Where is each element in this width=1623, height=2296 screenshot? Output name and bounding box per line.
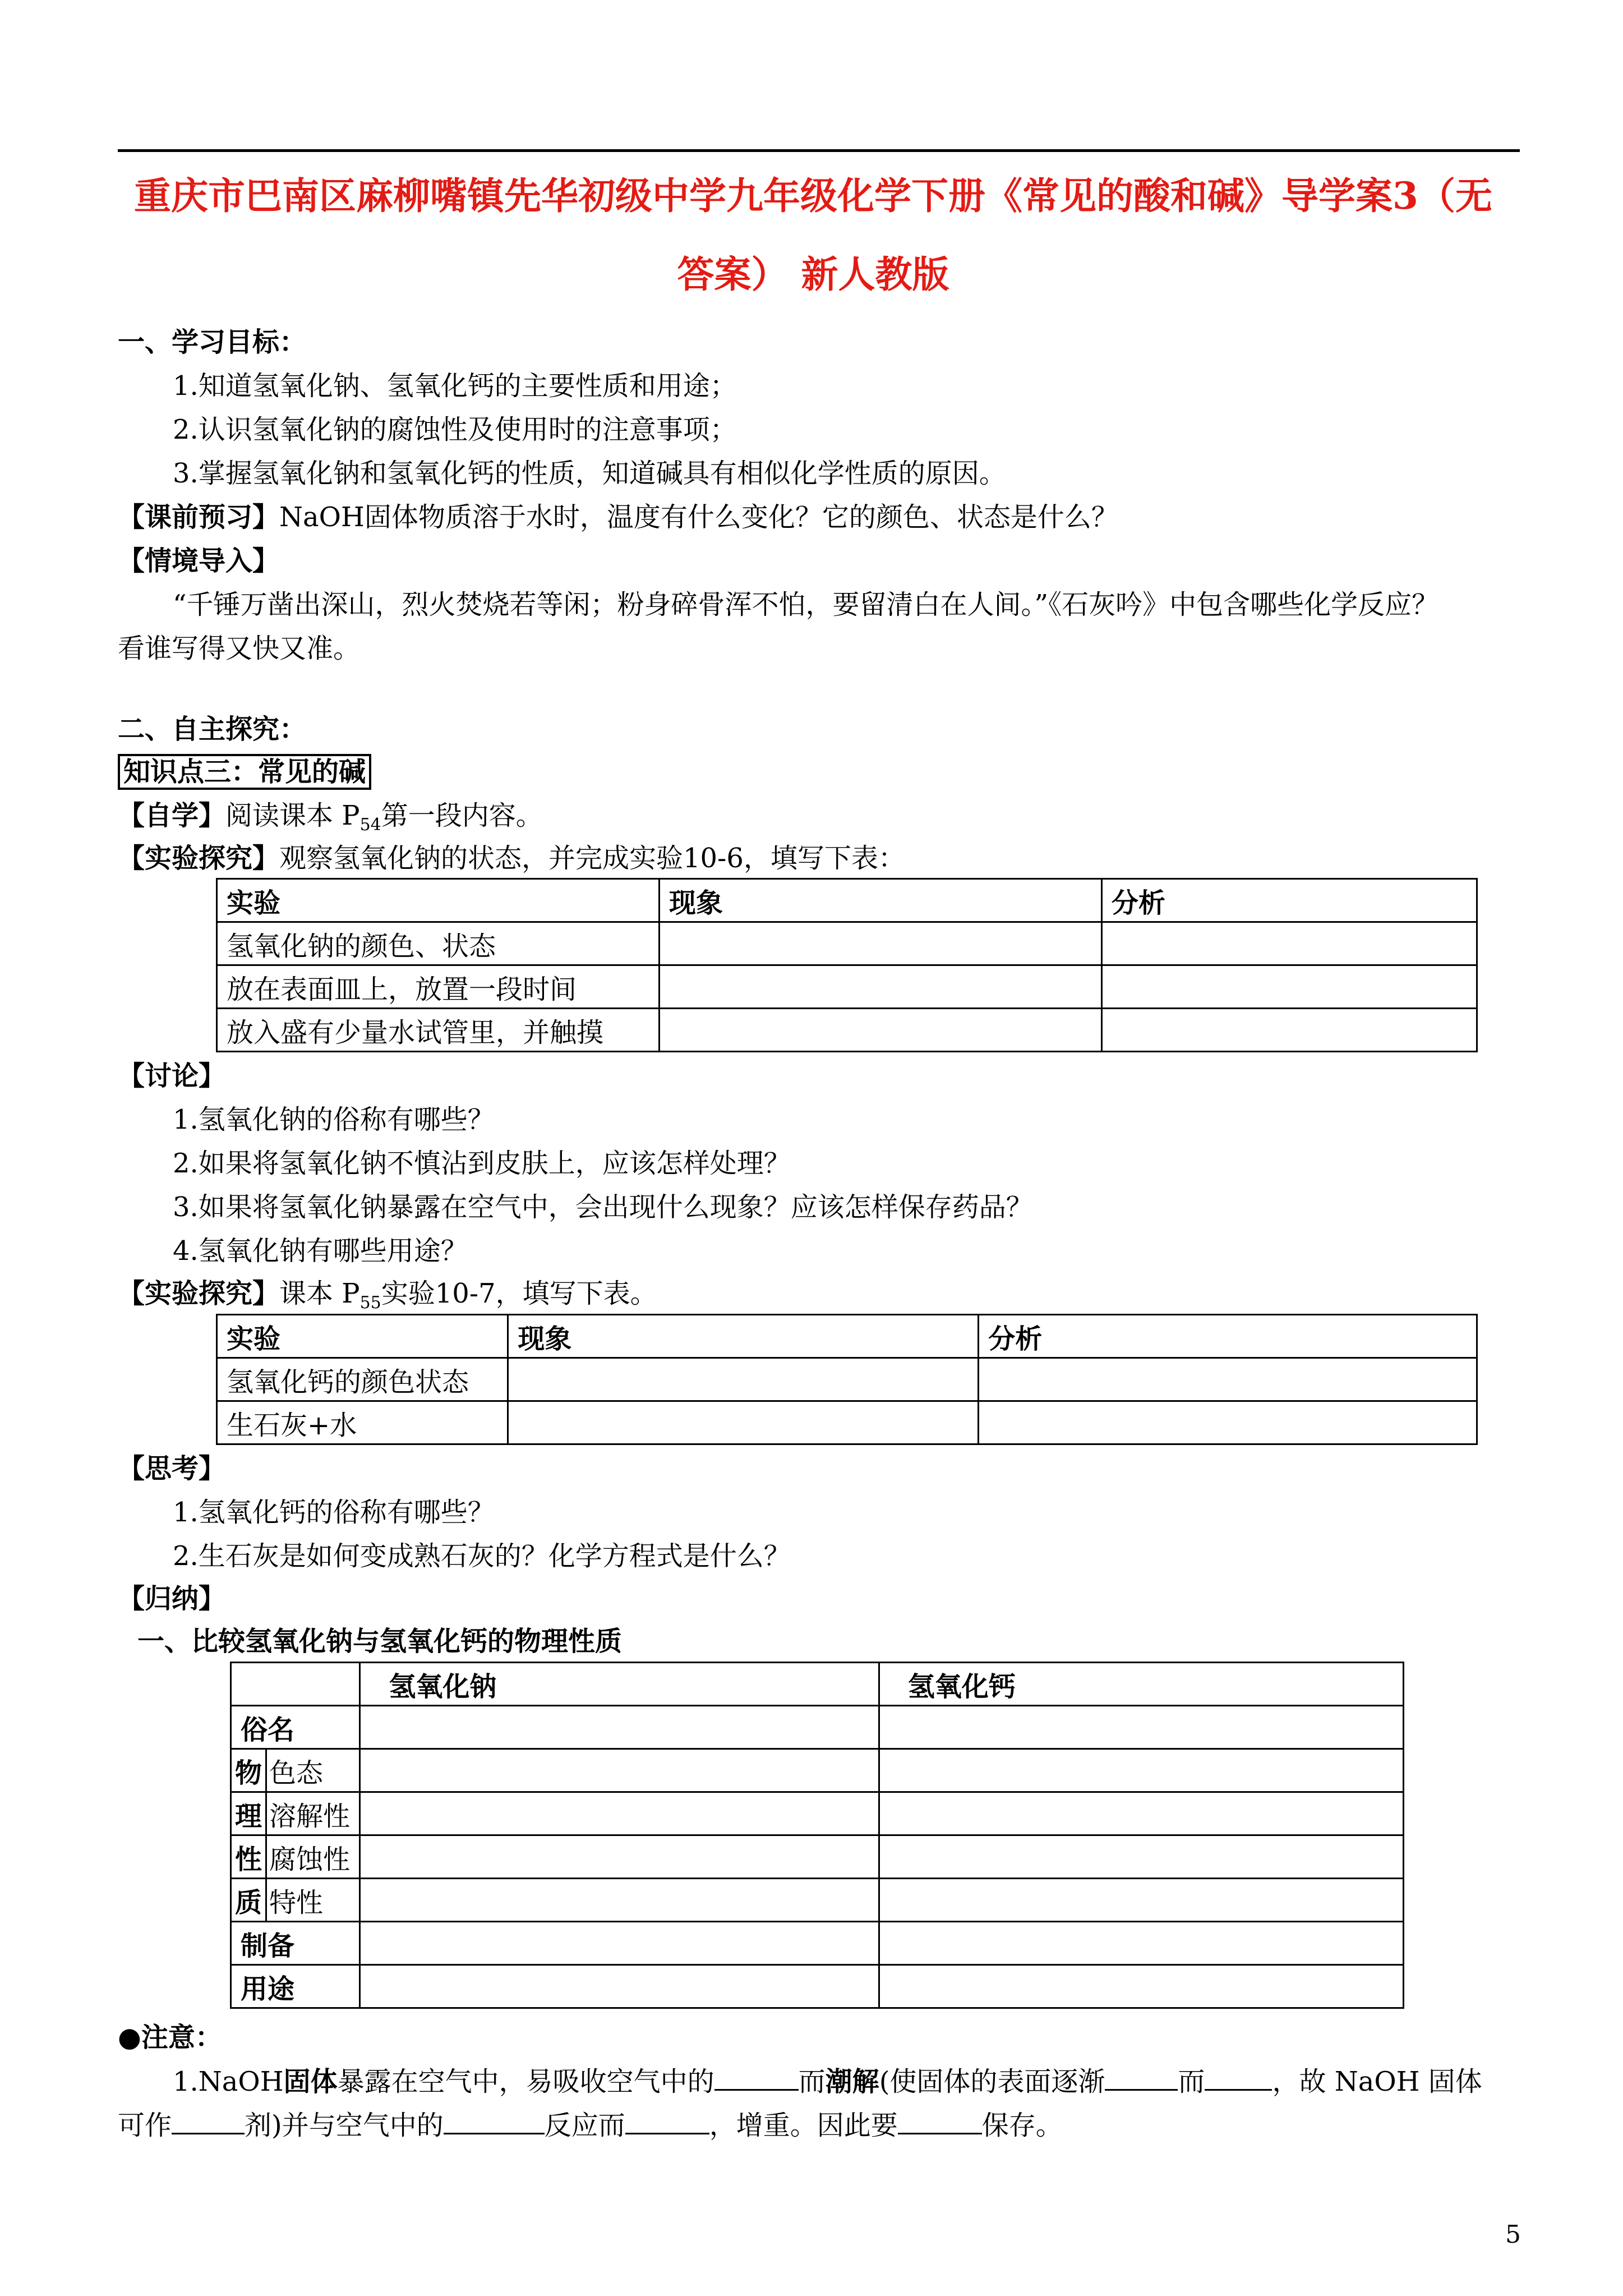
self-study-text-end: 第一段内容。	[381, 800, 543, 831]
blank-cell[interactable]	[508, 1358, 979, 1401]
intro-poem: “千锤万凿出深山，烈火焚烧若等闲；粉身碎骨浑不怕，要留清白在人间。”《石灰吟》中包含哪些化学反应？	[173, 589, 1439, 620]
table-row	[217, 922, 1477, 965]
fill-blank[interactable]	[1205, 2064, 1272, 2091]
page-title-line-2: 答案） 新人教版	[677, 252, 949, 296]
blank-cell[interactable]	[1101, 965, 1477, 1009]
blank-cell[interactable]	[879, 1749, 1403, 1792]
experiment-1-text: 观察氢氧化钠的状态，并完成实验10-6，填写下表：	[279, 843, 905, 874]
preview-label: 【课前预习】	[118, 501, 280, 533]
blank-cell[interactable]	[360, 1749, 879, 1792]
summary-label: 【归纳】	[118, 1583, 226, 1614]
note-text: 而	[798, 2066, 826, 2097]
think-label: 【思考】	[118, 1453, 226, 1484]
experiment-1-label: 【实验探究】	[118, 843, 280, 874]
table-row	[231, 1792, 1404, 1835]
blank-cell[interactable]	[979, 1401, 1477, 1444]
fill-blank[interactable]	[172, 2108, 245, 2134]
blank-cell[interactable]	[879, 1792, 1403, 1835]
note-label: ●注意：	[118, 2022, 222, 2053]
table-row	[231, 1749, 1404, 1792]
blank-cell[interactable]	[659, 922, 1101, 965]
intro-question: 看谁写得又快又准。	[118, 633, 361, 664]
experiment-table-1	[216, 878, 1478, 1052]
table-row	[217, 1401, 1477, 1444]
blank-cell[interactable]	[879, 1922, 1403, 1965]
row-label: 腐蚀性	[266, 1835, 360, 1879]
page-title-line-1: 重庆市巴南区麻柳嘴镇先华初级中学九年级化学下册《常见的酸和碱》导学案3（无	[134, 174, 1492, 218]
note-text: 剂)并与空气中的	[245, 2110, 444, 2141]
page-subscript: 54	[359, 815, 381, 835]
preview-text: NaOH固体物质溶于水时，温度有什么变化？它的颜色、状态是什么？	[279, 501, 1118, 533]
row-label-common-name: 俗名	[231, 1706, 360, 1749]
phys-char: 性	[231, 1835, 266, 1879]
header-cell-naoh: 氢氧化钠	[360, 1663, 879, 1706]
row-label: 溶解性	[266, 1792, 360, 1835]
blank-cell[interactable]	[360, 1879, 879, 1922]
blank-cell[interactable]	[879, 1879, 1403, 1922]
fill-blank[interactable]	[1105, 2064, 1178, 2091]
note-bold-deliquescence: 潮解	[825, 2066, 879, 2097]
header-cell: 现象	[508, 1315, 979, 1358]
blank-cell[interactable]	[1101, 922, 1477, 965]
blank-cell[interactable]	[360, 1965, 879, 2008]
row-label-use: 用途	[231, 1965, 360, 2008]
note-text: ，增重。因此要	[709, 2110, 898, 2141]
table-row	[231, 1879, 1404, 1922]
blank-cell[interactable]	[979, 1358, 1477, 1401]
discuss-item: 4.氢氧化钠有哪些用途？	[173, 1235, 468, 1267]
table-row	[217, 1358, 1477, 1401]
fill-blank[interactable]	[898, 2108, 982, 2134]
note-line-2	[118, 2108, 1063, 2142]
row-label: 氢氧化钠的颜色、状态	[217, 922, 660, 965]
blank-cell[interactable]	[659, 1009, 1101, 1052]
think-item: 1.氢氧化钙的俗称有哪些？	[173, 1497, 495, 1528]
phys-char: 物	[231, 1749, 266, 1792]
experiment-table-2	[216, 1314, 1478, 1445]
fill-blank[interactable]	[444, 2108, 545, 2134]
self-study-text: 阅读课本 P	[225, 800, 360, 831]
blank-cell[interactable]	[360, 1835, 879, 1879]
row-label: 氢氧化钙的颜色状态	[217, 1358, 508, 1401]
explore-heading: 二、自主探究：	[118, 714, 307, 745]
blank-cell[interactable]	[1101, 1009, 1477, 1052]
self-study-line	[118, 799, 543, 842]
think-item: 2.生石灰是如何变成熟石灰的？化学方程式是什么？	[173, 1540, 791, 1572]
header-cell: 现象	[659, 879, 1101, 922]
table-row	[231, 1965, 1404, 2008]
note-text: 1.NaOH	[173, 2066, 284, 2097]
table-row	[217, 965, 1477, 1009]
blank-cell[interactable]	[879, 1835, 1403, 1879]
goal-item: 2.认识氢氧化钠的腐蚀性及使用时的注意事项；	[173, 414, 737, 445]
header-rule	[118, 149, 1520, 152]
page-number: 5	[1505, 2220, 1521, 2249]
experiment-2-label: 【实验探究】	[118, 1278, 280, 1309]
table-row	[231, 1922, 1404, 1965]
discuss-item: 3.如果将氢氧化钠暴露在空气中，会出现什么现象？应该怎样保存药品？	[173, 1191, 1033, 1223]
blank-cell[interactable]	[659, 965, 1101, 1009]
note-text: 暴露在空气中，易吸收空气中的	[337, 2066, 714, 2097]
experiment-2-text-end: 实验10-7，填写下表。	[381, 1278, 657, 1309]
table-header-row	[217, 879, 1477, 922]
note-bold-solid: 固体	[283, 2066, 338, 2097]
row-label: 放在表面皿上，放置一段时间	[217, 965, 660, 1009]
table-row	[231, 1835, 1404, 1879]
page-subscript: 55	[359, 1293, 381, 1313]
header-cell-caoh2: 氢氧化钙	[879, 1663, 1403, 1706]
goal-item: 3.掌握氢氧化钠和氢氧化钙的性质，知道碱具有相似化学性质的原因。	[173, 458, 1006, 489]
row-label: 色态	[266, 1749, 360, 1792]
comparison-table	[230, 1662, 1404, 2009]
note-text: 反应而	[544, 2110, 625, 2141]
experiment-2-text: 课本 P	[279, 1278, 360, 1309]
table-row	[231, 1706, 1404, 1749]
note-text: ，故 NaOH 固体	[1272, 2066, 1482, 2097]
header-cell: 分析	[1101, 879, 1477, 922]
blank-cell[interactable]	[360, 1706, 879, 1749]
fill-blank[interactable]	[714, 2064, 799, 2091]
note-text: 可作	[118, 2110, 172, 2141]
table-row	[217, 1009, 1477, 1052]
row-label: 放入盛有少量水试管里，并触摸	[217, 1009, 660, 1052]
header-cell: 分析	[979, 1315, 1477, 1358]
knowledge-point	[118, 755, 371, 789]
summary-subheading: 一、比较氢氧化钠与氢氧化钙的物理性质	[137, 1626, 623, 1657]
goal-item: 1.知道氢氧化钠、氢氧化钙的主要性质和用途；	[173, 370, 737, 402]
header-cell	[231, 1663, 360, 1706]
note-text: (使固体的表面逐渐	[879, 2066, 1105, 2097]
intro-label: 【情境导入】	[118, 545, 280, 577]
note-text: 而	[1178, 2066, 1205, 2097]
discuss-item: 1.氢氧化钠的俗称有哪些？	[173, 1104, 495, 1135]
note-line-1	[173, 2064, 1482, 2099]
discuss-label: 【讨论】	[118, 1060, 226, 1092]
goals-heading: 一、学习目标：	[118, 326, 307, 358]
fill-blank[interactable]	[625, 2108, 709, 2134]
preview-line	[118, 500, 1118, 534]
blank-cell[interactable]	[508, 1401, 979, 1444]
experiment-1-line	[118, 841, 905, 875]
header-cell: 实验	[217, 1315, 508, 1358]
note-text: 保存。	[981, 2110, 1063, 2141]
blank-cell[interactable]	[879, 1965, 1403, 2008]
phys-char: 质	[231, 1879, 266, 1922]
blank-cell[interactable]	[360, 1922, 879, 1965]
phys-char: 理	[231, 1792, 266, 1835]
table-header-row	[217, 1315, 1477, 1358]
row-label: 特性	[266, 1879, 360, 1922]
row-label-preparation: 制备	[231, 1922, 360, 1965]
table-header-row	[231, 1663, 1404, 1706]
self-study-label: 【自学】	[118, 800, 226, 831]
blank-cell[interactable]	[360, 1792, 879, 1835]
header-cell: 实验	[217, 879, 660, 922]
blank-cell[interactable]	[879, 1706, 1403, 1749]
discuss-item: 2.如果将氢氧化钠不慎沾到皮肤上，应该怎样处理？	[173, 1148, 791, 1179]
row-label: 生石灰+水	[217, 1401, 508, 1444]
knowledge-point-box: 知识点三：常见的碱	[118, 754, 371, 790]
